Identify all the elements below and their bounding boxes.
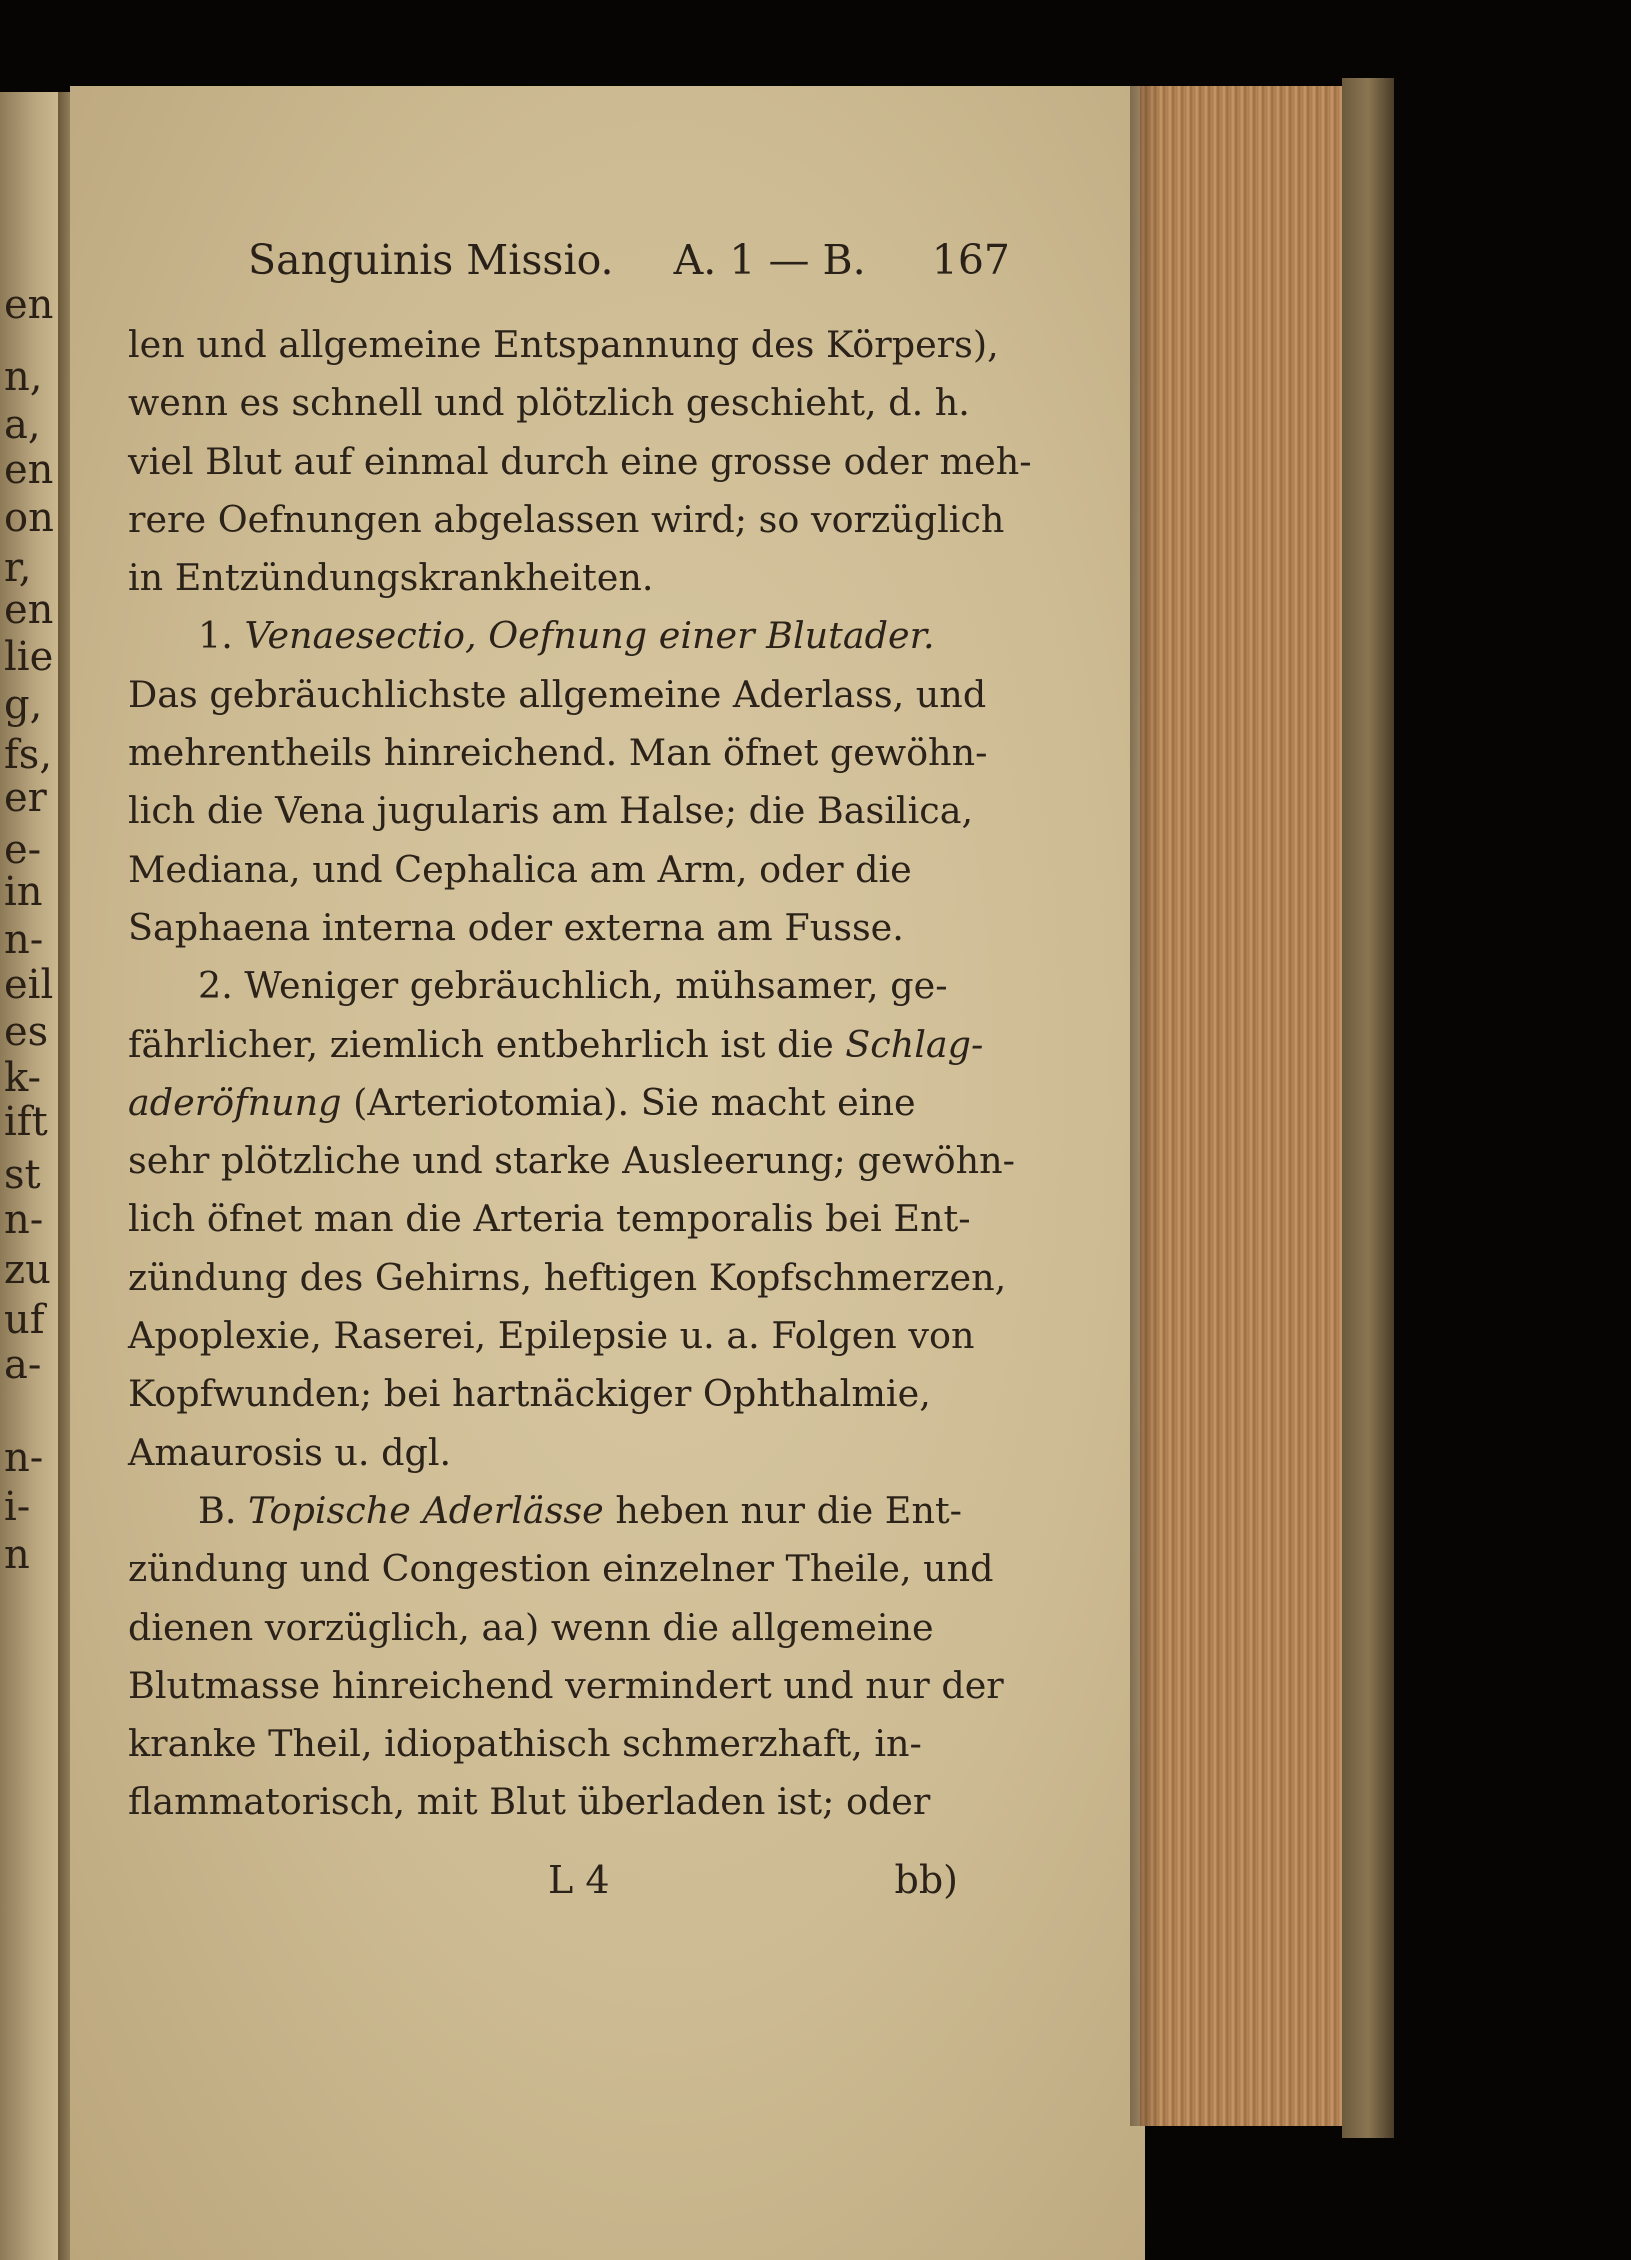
- previous-page-text-fragment: i-: [4, 1484, 31, 1530]
- text-line: [128, 782, 974, 840]
- previous-page-text-fragment: n: [4, 1532, 30, 1578]
- previous-page-text-fragment: a-: [4, 1342, 42, 1388]
- line-text: (Arteriotomia). Sie macht eine: [341, 1080, 916, 1124]
- line-text: sehr plötzliche und starke Ausleerung; gewöhn-: [128, 1139, 1015, 1183]
- line-text: zündung und Congestion einzelner Theile, und: [128, 1547, 994, 1591]
- line-text: Blutmasse hinreichend vermindert und nur der: [128, 1663, 1004, 1707]
- previous-page-text-fragment: r,: [4, 545, 32, 591]
- previous-page-edge: [0, 92, 62, 2260]
- header-section: A. 1 — B.: [673, 236, 866, 284]
- text-line: [128, 1482, 962, 1540]
- previous-page-text-fragment: zu: [4, 1247, 51, 1293]
- page-edge-shadow: [1130, 86, 1160, 2126]
- line-text: Amaurosis u. dgl.: [128, 1430, 452, 1474]
- italic-term: aderöfnung: [128, 1080, 342, 1124]
- previous-page-text-fragment: n-: [4, 917, 44, 963]
- previous-page-text-fragment: fs,: [4, 732, 53, 778]
- text-line: [128, 316, 999, 374]
- italic-term: Schlag-: [845, 1022, 984, 1066]
- line-text: Apoplexie, Raserei, Epilepsie u. a. Folgen von: [128, 1314, 975, 1358]
- line-text: wenn es schnell und plötzlich geschieht, d. h.: [128, 381, 970, 425]
- previous-page-text-fragment: lie: [4, 634, 54, 680]
- text-line: [128, 841, 958, 899]
- line-text: len und allgemeine Entspannung des Körpers),: [128, 323, 999, 366]
- book-cover-edge: [1342, 78, 1394, 2138]
- signature-mark: L 4: [548, 1858, 610, 1902]
- previous-page-text-fragment: in: [4, 869, 43, 915]
- text-line: [128, 1190, 971, 1248]
- text-line: [128, 1016, 984, 1074]
- page-number: 167: [931, 236, 1011, 284]
- line-text: viel Blut auf einmal durch eine grosse oder meh-: [128, 439, 1032, 483]
- text-line: [128, 957, 958, 1015]
- text-line: [128, 724, 988, 782]
- page-body: [128, 316, 1032, 1832]
- text-line: [128, 1074, 958, 1132]
- line-text: kranke Theil, idiopathisch schmerzhaft, in-: [128, 1722, 922, 1766]
- header-title: Sanguinis Missio.: [248, 236, 614, 284]
- line-text: lich öfnet man die Arteria temporalis bei Ent-: [128, 1197, 971, 1241]
- line-text: fährlicher, ziemlich entbehrlich ist die: [128, 1022, 846, 1066]
- italic-term: Topische Aderlässe: [248, 1488, 604, 1532]
- text-line: [128, 1365, 958, 1423]
- previous-page-text-fragment: g,: [4, 682, 43, 728]
- previous-page-text-fragment: st: [4, 1152, 41, 1198]
- line-text: heben nur die Ent-: [603, 1488, 962, 1532]
- line-text: Mediana, und Cephalica am Arm, oder die: [128, 847, 912, 891]
- previous-page-text-fragment: k-: [4, 1055, 42, 1101]
- text-line: [128, 549, 958, 607]
- previous-page-text-fragment: es: [4, 1009, 49, 1055]
- line-text: flammatorisch, mit Blut überladen ist; oder: [128, 1780, 931, 1824]
- previous-page-text-fragment: n-: [4, 1435, 44, 1481]
- line-text: in Entzündungskrankheiten.: [128, 556, 654, 600]
- running-header: [248, 236, 1011, 284]
- line-text: rere Oefnungen abgelassen wird; so vorzüglich: [128, 497, 1005, 541]
- text-line: [128, 1249, 1007, 1307]
- previous-page-text-fragment: en: [4, 282, 54, 328]
- line-text: 2. Weniger gebräuchlich, mühsamer, ge-: [198, 964, 948, 1008]
- text-line: [128, 607, 958, 665]
- line-text: zündung des Gehirns, heftigen Kopfschmerzen,: [128, 1255, 1007, 1299]
- line-text: lich die Vena jugularis am Halse; die Basilica,: [128, 789, 974, 833]
- previous-page-text-fragment: uf: [4, 1297, 45, 1343]
- text-line: [128, 491, 1005, 549]
- text-line: [128, 1599, 958, 1657]
- text-line: [128, 666, 987, 724]
- line-text: mehrentheils hinreichend. Man öfnet gewöhn-: [128, 731, 988, 775]
- text-line: [128, 1540, 994, 1598]
- previous-page-text-fragment: eil: [4, 962, 54, 1008]
- text-line: [128, 1424, 958, 1482]
- text-line: [128, 1773, 958, 1831]
- previous-page-text-fragment: on: [4, 495, 54, 541]
- text-line: [128, 1132, 1015, 1190]
- page-footer: [128, 1858, 958, 1916]
- catchword: bb): [894, 1858, 958, 1902]
- line-text: dienen vorzüglich, aa) wenn die allgemeine: [128, 1605, 934, 1649]
- previous-page-text-fragment: n,: [4, 354, 43, 400]
- previous-page-text-fragment: a,: [4, 402, 41, 448]
- line-text: Das gebräuchlichste allgemeine Aderlass, und: [128, 672, 987, 716]
- line-text: Saphaena interna oder externa am Fusse.: [128, 905, 904, 949]
- text-line: [128, 1715, 958, 1773]
- previous-page-text-fragment: en: [4, 587, 54, 633]
- line-text: Kopfwunden; bei hartnäckiger Ophthalmie,: [128, 1372, 931, 1416]
- text-line: [128, 1657, 1004, 1715]
- previous-page-text-fragment: er: [4, 775, 47, 821]
- text-line: [128, 1307, 975, 1365]
- text-line: [128, 899, 958, 957]
- text-line: [128, 433, 1032, 491]
- previous-page-text-fragment: ift: [4, 1099, 48, 1145]
- line-text: 1.: [198, 614, 245, 658]
- italic-term: Venaesectio, Oefnung einer Blutader.: [244, 614, 935, 658]
- previous-page-text-fragment: en: [4, 447, 54, 493]
- previous-page-text-fragment: e-: [4, 827, 42, 873]
- text-line: [128, 374, 970, 432]
- line-text: B.: [198, 1488, 249, 1532]
- previous-page-text-fragment: n-: [4, 1197, 44, 1243]
